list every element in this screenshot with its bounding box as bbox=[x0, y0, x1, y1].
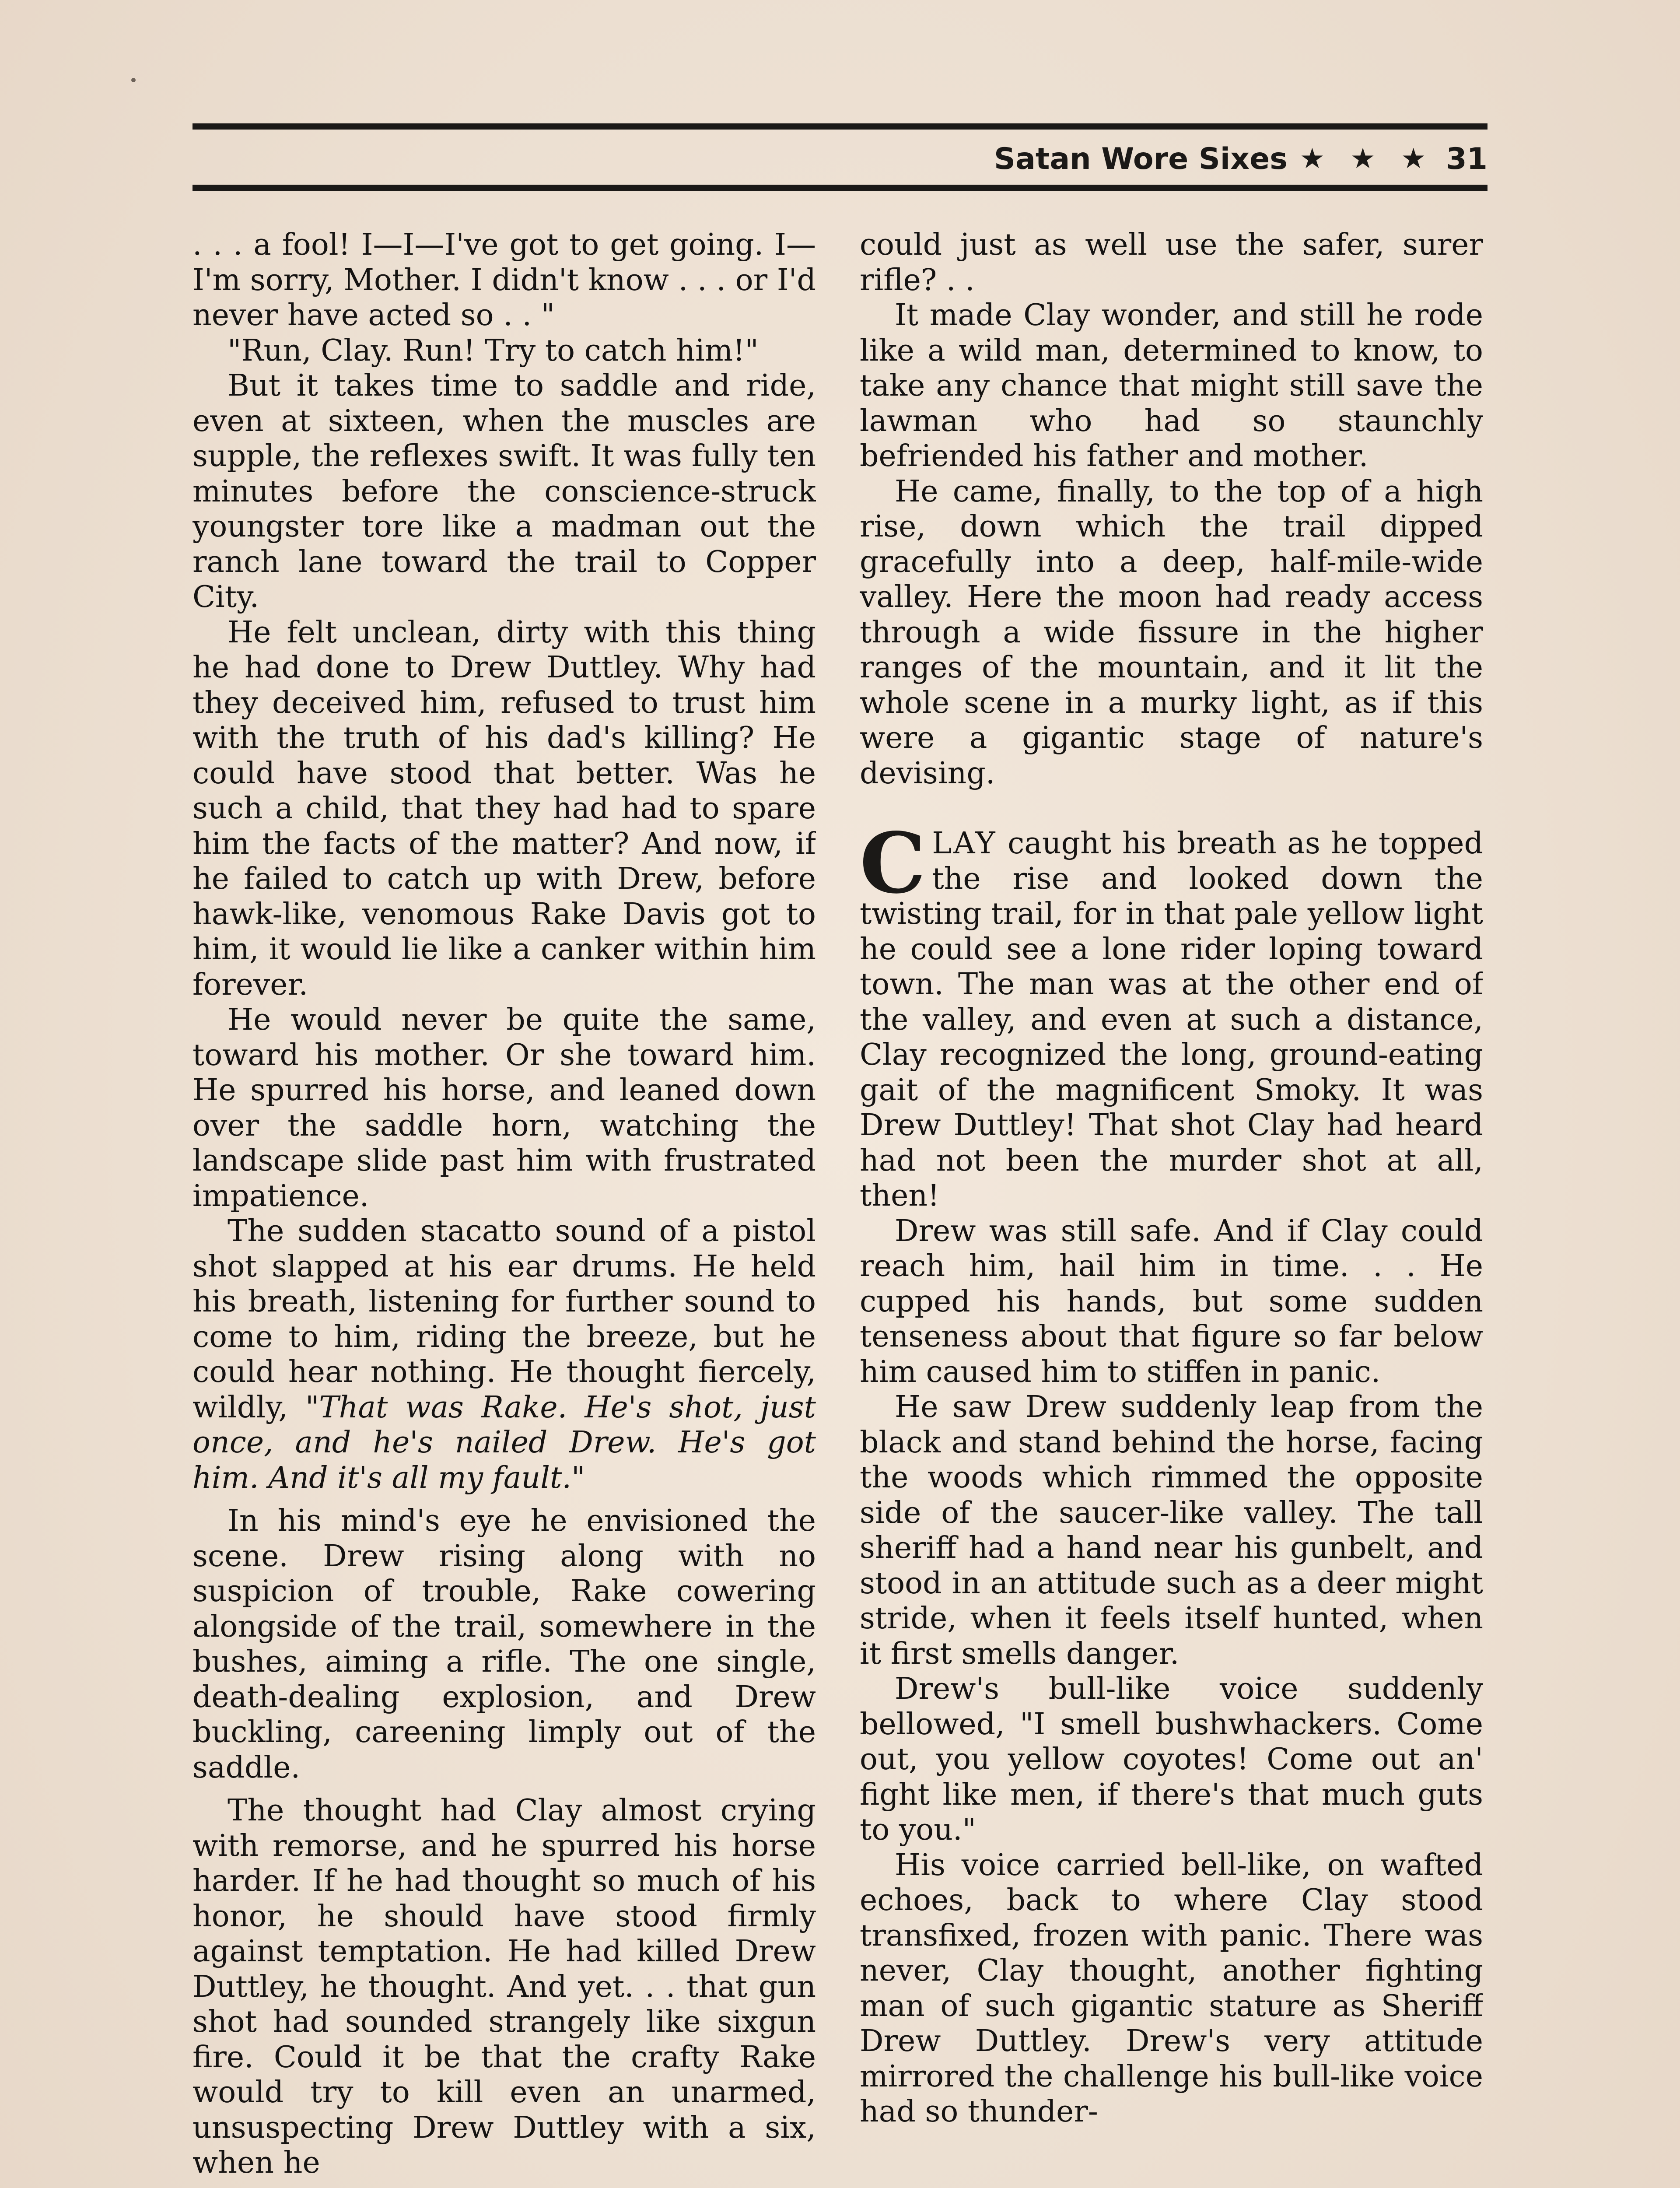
paragraph: "Run, Clay. Run! Try to catch him!" bbox=[228, 333, 759, 368]
paragraph: Drew's bull-like voice suddenly bellowed, "I smell bushwhackers. Come out, you yellow coyotes! Come out an' fight like men, if there's that much guts to you." bbox=[860, 1672, 1483, 1847]
paragraph: It made Clay wonder, and still he rode like a wild man, determined to know, to take any chance that might still save the lawman who had so staunchly befriended his father and mother. bbox=[860, 298, 1483, 473]
italic-thought: "That was Rake. He's shot, just once, and he's nailed Drew. He's got him. And it's all my fault." bbox=[192, 1390, 816, 1495]
page-number: 31 bbox=[1446, 141, 1488, 176]
drop-cap: C bbox=[860, 814, 926, 912]
paragraph-text: caught his breath as he topped the rise and looked down the twisting trail, for in that pale yellow light he could see a lone rider loping toward town. The man was at the other end of the valley, and even at such a distance, Clay recognized the long, ground-eating gait of the magnificent Smoky. It was Drew Duttley! That shot Clay had heard had not been the murder shot at all, then! bbox=[860, 826, 1483, 1213]
header-rule-bottom bbox=[192, 185, 1488, 191]
paragraph: He came, finally, to the top of a high rise, down which the trail dipped gracefully into a deep, half-mile-wide valley. Here the moon had ready access through a wide fissure in the higher ranges of the mountain, and it lit the whole scene in a murky light, as if this were a gigantic stage of nature's devising. bbox=[860, 474, 1483, 791]
paragraph: In his mind's eye he envisioned the scene. Drew rising along with no suspicion of trouble, Rake cowering alongside of the trail, somewhere in the bushes, aiming a rifle. The one single, death-dealing explosion, and Drew buckling, careening limply out of the saddle. bbox=[192, 1504, 816, 1785]
running-head bbox=[994, 139, 1488, 179]
paragraph: could just as well use the safer, surer rifle? . . bbox=[860, 228, 1483, 298]
small-caps-lead: LAY bbox=[932, 826, 997, 861]
paragraph: He would never be quite the same, toward his mother. Or she toward him. He spurred his horse, and leaned down over the saddle horn, watching the landscape slide past him with frustrated impatience. bbox=[192, 1003, 816, 1213]
left-column bbox=[192, 228, 816, 2188]
paragraph: Drew was still safe. And if Clay could reach him, hail him in time. . . He cupped his hands, but some sudden tenseness about that figure so far below him caused him to stiffen in panic. bbox=[860, 1213, 1483, 1389]
header-rule-top bbox=[192, 123, 1488, 130]
paragraph-text: The sudden stacatto sound of a pistol shot slapped at his ear drums. He held his breath, listening for further sound to come to him, riding the breeze, but he could hear nothing. He thought fiercely, wildly, bbox=[192, 1214, 816, 1425]
story-title: Satan Wore Sixes bbox=[994, 141, 1288, 176]
paper-speck bbox=[131, 78, 136, 82]
star-icons: ★ ★ ★ bbox=[1299, 143, 1434, 175]
paragraph: He felt unclean, dirty with this thing he had done to Drew Duttley. Why had they deceived him, refused to trust him with the truth of his dad's killing? He could have stood that better. Was he such a child, that they had had to spare him the facts of the matter? And now, if he failed to catch up with Drew, before hawk-like, venomous Rake Davis got to him, it would lie like a canker within him forever. bbox=[192, 615, 816, 1002]
paragraph: His voice carried bell-like, on wafted echoes, back to where Clay stood transfixed, frozen with panic. There was never, Clay thought, another fighting man of such gigantic stature as Sheriff Drew Duttley. Drew's very attitude mirrored the challenge his bull-like voice had so thunder- bbox=[860, 1848, 1483, 2129]
paragraph: The thought had Clay almost crying with remorse, and he spurred his horse harder. If he had thought so much of his honor, he should have stood firmly against temptation. He had killed Drew Duttley, he thought. And yet. . . that gun shot had sounded strangely like sixgun fire. Could it be that the crafty Rake would try to kill even an unarmed, unsuspecting Drew Duttley with a six, when he bbox=[192, 1793, 816, 2180]
paragraph: . . . a fool! I—I—I've got to get going. I—I'm sorry, Mother. I didn't know . . . or I'd never have acted so . . " bbox=[192, 228, 816, 333]
section-opening-paragraph bbox=[860, 814, 1483, 1214]
paragraph: He saw Drew suddenly leap from the black and stand behind the horse, facing the woods which rimmed the opposite side of the saucer-like valley. The tall sheriff had a hand near his gunbelt, and stood in an attitude such as a deer might stride, when it feels itself hunted, when it first smells danger. bbox=[860, 1390, 1483, 1671]
paragraph bbox=[192, 1214, 816, 1496]
right-column bbox=[860, 228, 1483, 2188]
paragraph: But it takes time to saddle and ride, even at sixteen, when the muscles are supple, the reflexes swift. It was fully ten minutes before the conscience-struck youngster tore like a madman out the ranch lane toward the trail to Copper City. bbox=[192, 368, 816, 614]
